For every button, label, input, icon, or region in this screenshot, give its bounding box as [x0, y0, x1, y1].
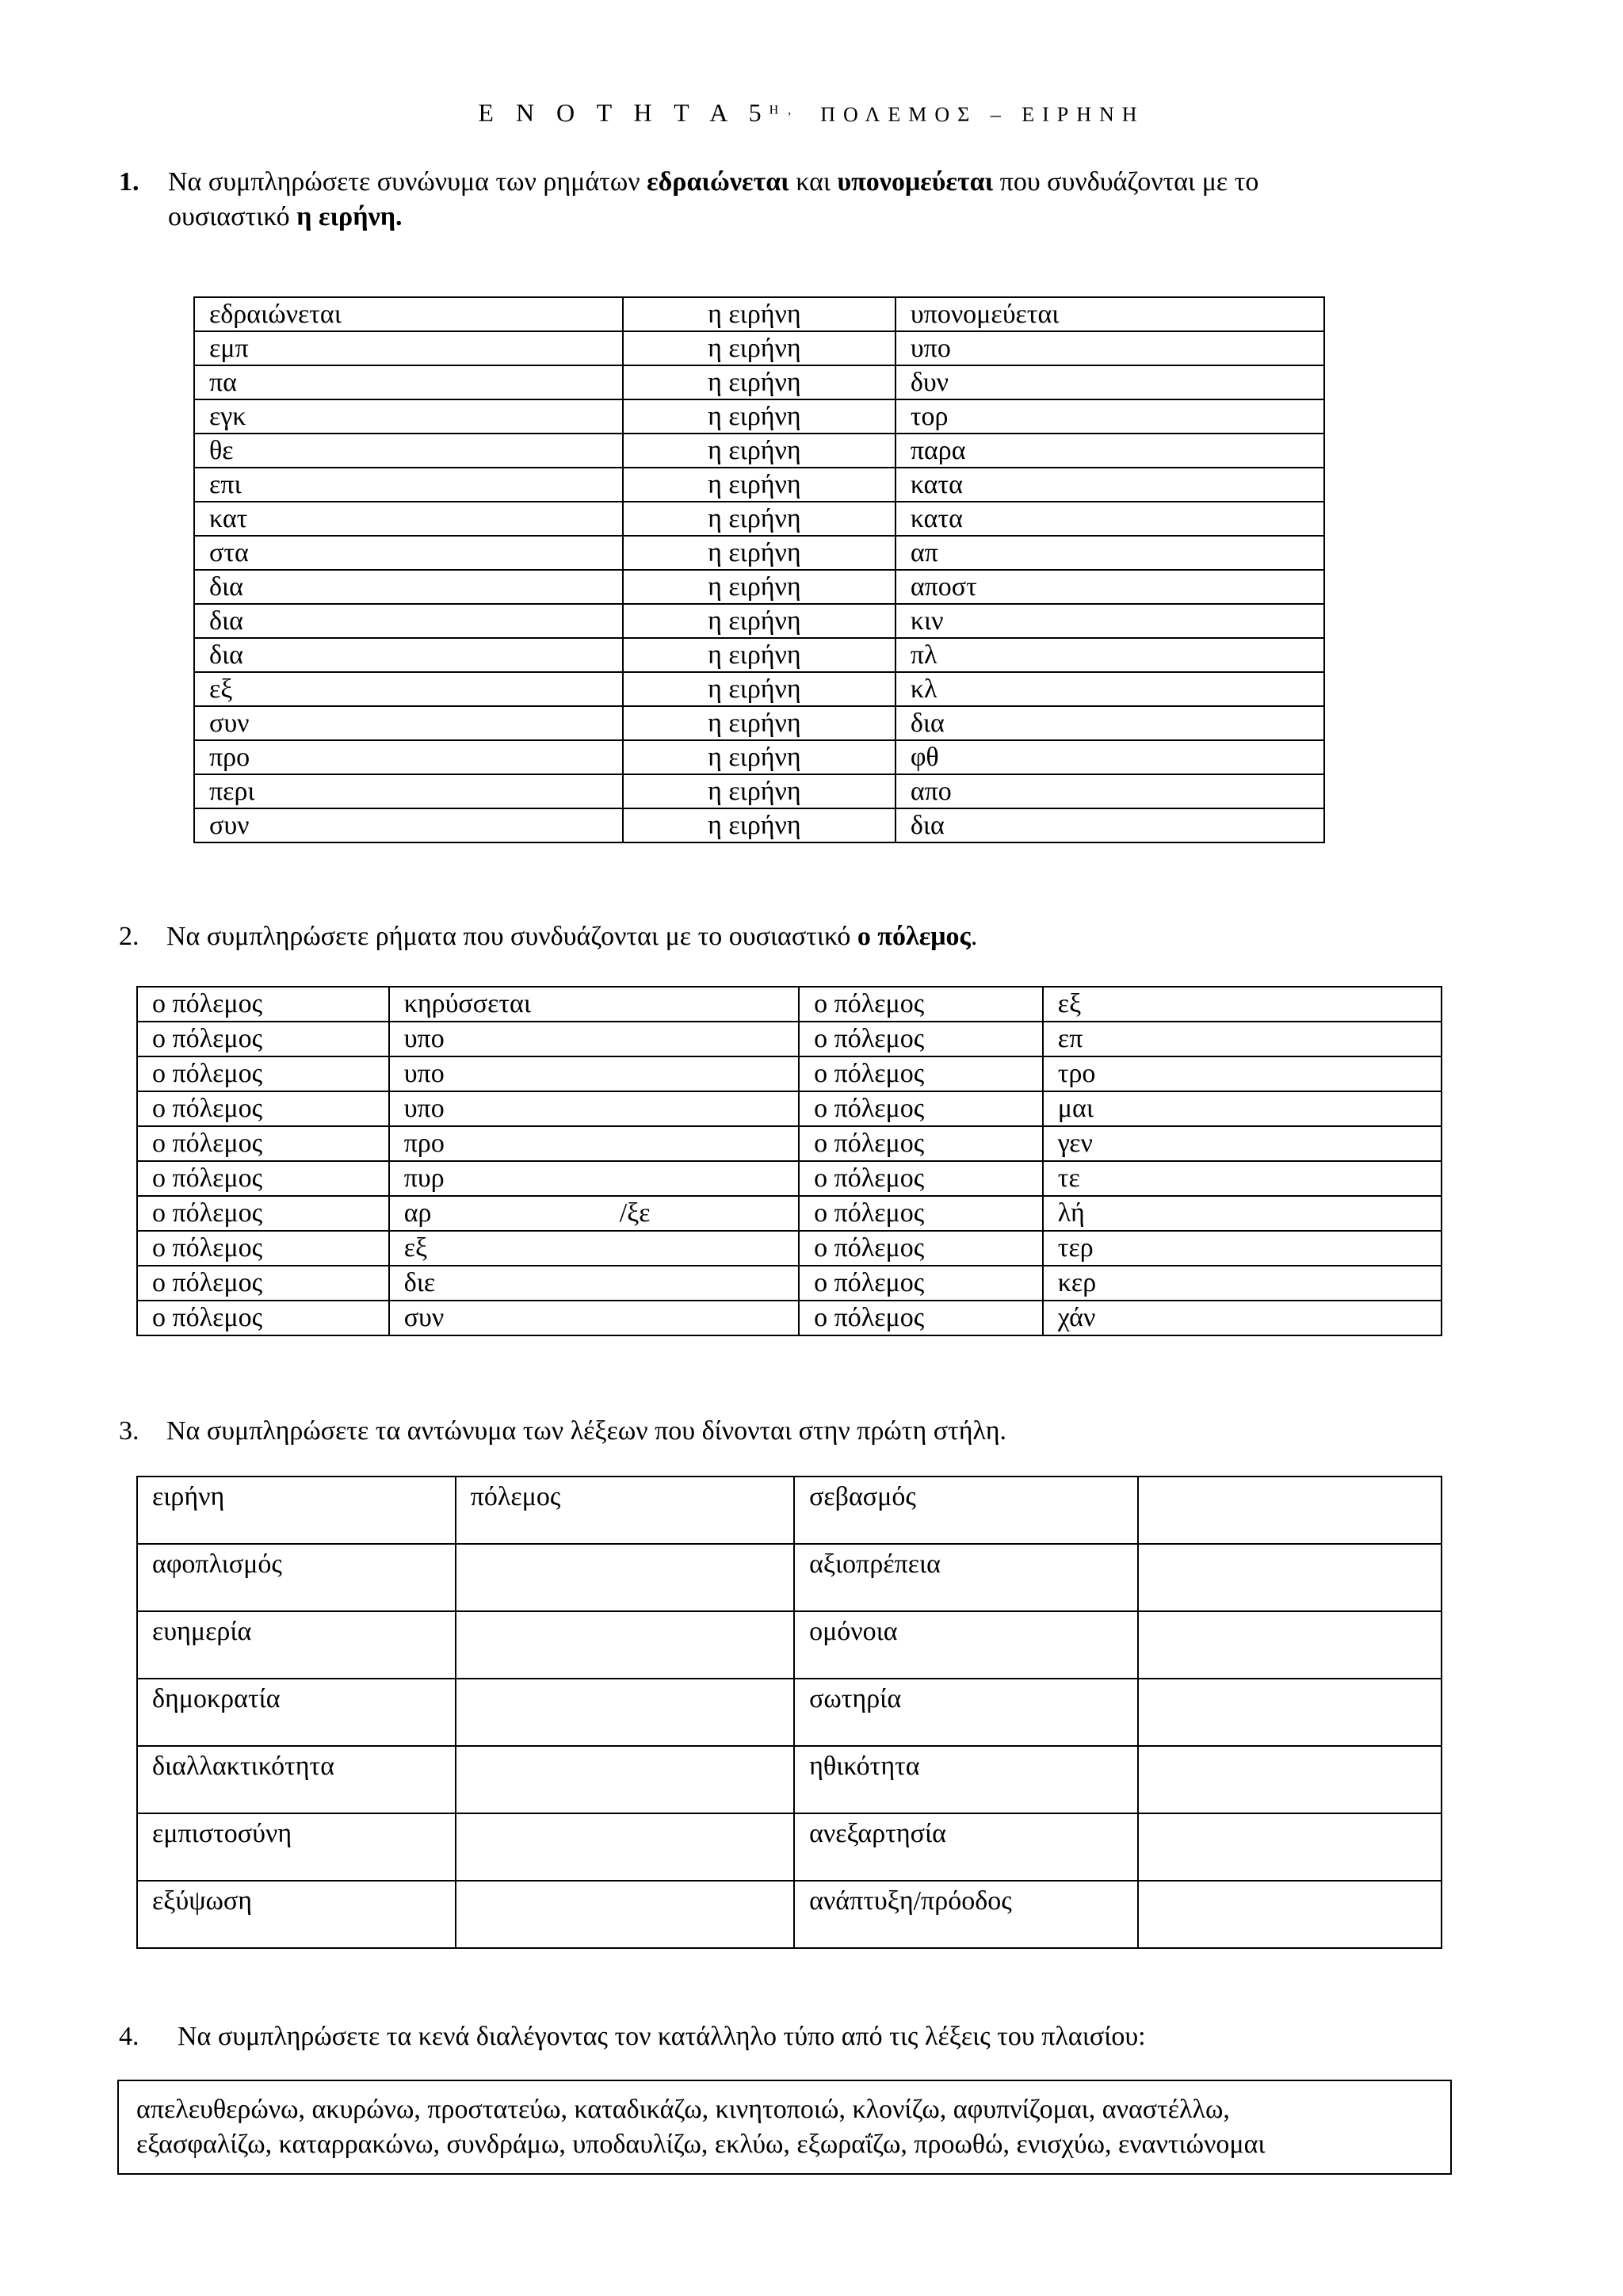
synonyms-table	[193, 296, 1325, 843]
noun-cell: ο πόλεμος	[137, 1161, 389, 1196]
noun-cell: ο πόλεμος	[137, 987, 389, 1022]
verb-stem: κηρύσσεται	[403, 989, 531, 1018]
word-box-line: εξασφαλίζω, καταρρακώνω, συνδράμω, υποδαυλίζω, εκλύω, εξωραΐζω, προωθώ, ενισχύω, εναντιώνομαι	[136, 2130, 1266, 2159]
noun-cell: ο πόλεμος	[137, 1266, 389, 1301]
verb-cell	[389, 1091, 799, 1126]
synonym-cell-right: πλ	[896, 638, 1324, 672]
table-row	[194, 774, 1324, 808]
word-cell: ευημερία	[137, 1611, 456, 1679]
noun-cell: ο πόλεμος	[799, 987, 1043, 1022]
verb-cell	[389, 987, 799, 1022]
antonym-cell	[456, 1544, 794, 1611]
noun-cell: η ειρήνη	[623, 740, 896, 774]
keyword: ο πόλεμος	[857, 922, 971, 951]
table-row	[194, 706, 1324, 740]
noun-cell: η ειρήνη	[623, 638, 896, 672]
verb-cell	[389, 1266, 799, 1301]
noun-cell: ο πόλεμος	[137, 1056, 389, 1091]
noun-cell: η ειρήνη	[623, 570, 896, 604]
noun-cell: ο πόλεμος	[137, 1196, 389, 1231]
antonym-cell	[1138, 1611, 1442, 1679]
verb-stem: προ	[403, 1129, 445, 1158]
question-number: 1.	[119, 167, 139, 197]
noun-cell: ο πόλεμος	[799, 1056, 1043, 1091]
noun-cell: ο πόλεμος	[799, 1126, 1043, 1161]
antonym-cell	[1138, 1881, 1442, 1948]
noun-cell: ο πόλεμος	[799, 1022, 1043, 1056]
verb-cell: λή	[1043, 1196, 1442, 1231]
word-cell: ανάπτυξη/πρόοδος	[794, 1881, 1138, 1948]
question-text: και	[789, 167, 838, 197]
verb-stem: αρ	[403, 1198, 432, 1228]
verb-cell: εξ	[1043, 987, 1442, 1022]
table-row	[137, 1266, 1442, 1301]
noun-cell: η ειρήνη	[623, 297, 896, 331]
verb-stem: υπο	[403, 1094, 445, 1123]
table-row	[137, 1611, 1442, 1679]
table-row	[194, 502, 1324, 536]
antonym-cell	[456, 1813, 794, 1881]
noun-cell: ο πόλεμος	[799, 1196, 1043, 1231]
synonym-cell-right: δια	[896, 808, 1324, 842]
verbs-table	[136, 986, 1442, 1336]
table-row	[194, 399, 1324, 434]
synonym-cell-left: προ	[194, 740, 623, 774]
synonym-cell-right: αποστ	[896, 570, 1324, 604]
table-row	[194, 365, 1324, 399]
table-row	[194, 468, 1324, 502]
antonym-cell	[1138, 1679, 1442, 1746]
noun-cell: ο πόλεμος	[799, 1231, 1043, 1266]
synonym-cell-right: δυν	[896, 365, 1324, 399]
question-number: 4.	[119, 2022, 139, 2051]
synonym-cell-left: εξ	[194, 672, 623, 706]
noun-cell: η ειρήνη	[623, 399, 896, 434]
word-cell: σωτηρία	[794, 1679, 1138, 1746]
keyword: εδραιώνεται	[647, 167, 789, 197]
noun-cell: ο πόλεμος	[137, 1231, 389, 1266]
synonym-cell-right: τορ	[896, 399, 1324, 434]
word-cell: αφοπλισμός	[137, 1544, 456, 1611]
noun-cell: ο πόλεμος	[799, 1091, 1043, 1126]
noun-cell: η ειρήνη	[623, 706, 896, 740]
table-row	[137, 1231, 1442, 1266]
question-text: Να συμπληρώσετε τα αντώνυμα των λέξεων που δίνονται στην πρώτη στήλη.	[166, 1416, 1006, 1446]
question-text: ουσιαστικό	[168, 202, 297, 231]
table-row	[137, 1881, 1442, 1948]
synonym-cell-right: απ	[896, 536, 1324, 570]
synonym-cell-left: εμπ	[194, 331, 623, 365]
verb-stem: διε	[403, 1268, 436, 1297]
verb-stem-alt: /ξε	[619, 1198, 651, 1228]
synonym-cell-right: φθ	[896, 740, 1324, 774]
noun-cell: η ειρήνη	[623, 434, 896, 468]
question-text: που συνδυάζονται με το	[993, 167, 1259, 197]
table-row	[137, 1022, 1442, 1056]
synonym-cell-right: υπο	[896, 331, 1324, 365]
antonym-cell: πόλεμος	[456, 1477, 794, 1544]
table-row	[137, 1161, 1442, 1196]
word-cell: σεβασμός	[794, 1477, 1138, 1544]
question-text: .	[970, 922, 978, 951]
verb-cell: χάν	[1043, 1301, 1442, 1335]
table-row	[194, 604, 1324, 638]
question-3	[119, 1414, 1006, 1449]
antonym-cell	[456, 1746, 794, 1813]
verb-cell	[389, 1231, 799, 1266]
synonym-cell-right: απο	[896, 774, 1324, 808]
synonym-cell-left: δια	[194, 604, 623, 638]
table-row	[194, 808, 1324, 842]
noun-cell: η ειρήνη	[623, 808, 896, 842]
title-superscript: Η ,	[769, 103, 795, 117]
word-box	[117, 2080, 1452, 2175]
table-row	[137, 987, 1442, 1022]
keyword: υπονομεύεται	[837, 167, 994, 197]
question-number: 3.	[119, 1416, 139, 1446]
word-cell: δημοκρατία	[137, 1679, 456, 1746]
antonym-cell	[456, 1881, 794, 1948]
verb-cell	[389, 1126, 799, 1161]
noun-cell: ο πόλεμος	[799, 1301, 1043, 1335]
table-row	[194, 434, 1324, 468]
noun-cell: η ειρήνη	[623, 604, 896, 638]
noun-cell: ο πόλεμος	[137, 1091, 389, 1126]
table-row	[137, 1746, 1442, 1813]
noun-cell: ο πόλεμος	[137, 1301, 389, 1335]
synonym-cell-left: κατ	[194, 502, 623, 536]
title-suffix: ΠΟΛΕΜΟΣ – ΕΙΡΗΝΗ	[820, 103, 1145, 126]
noun-cell: ο πόλεμος	[137, 1126, 389, 1161]
verb-cell	[389, 1301, 799, 1335]
verb-cell: γεν	[1043, 1126, 1442, 1161]
synonym-cell-left: συν	[194, 706, 623, 740]
noun-cell: ο πόλεμος	[799, 1266, 1043, 1301]
verb-stem: υπο	[403, 1024, 445, 1053]
table-row	[194, 331, 1324, 365]
table-row	[194, 638, 1324, 672]
noun-cell: η ειρήνη	[623, 774, 896, 808]
synonym-cell-right: κλ	[896, 672, 1324, 706]
noun-cell: ο πόλεμος	[799, 1161, 1043, 1196]
synonym-cell-left: δια	[194, 570, 623, 604]
word-cell: εμπιστοσύνη	[137, 1813, 456, 1881]
word-cell: ανεξαρτησία	[794, 1813, 1138, 1881]
verb-cell	[389, 1022, 799, 1056]
table-row	[137, 1056, 1442, 1091]
table-row	[137, 1477, 1442, 1544]
synonym-cell-right: κιν	[896, 604, 1324, 638]
verb-cell	[389, 1161, 799, 1196]
noun-cell: η ειρήνη	[623, 502, 896, 536]
table-row	[137, 1091, 1442, 1126]
noun-cell: ο πόλεμος	[137, 1022, 389, 1056]
antonym-cell	[456, 1679, 794, 1746]
synonym-cell-left: εδραιώνεται	[194, 297, 623, 331]
antonym-cell	[1138, 1544, 1442, 1611]
noun-cell: η ειρήνη	[623, 672, 896, 706]
table-row	[137, 1813, 1442, 1881]
noun-cell: η ειρήνη	[623, 468, 896, 502]
synonym-cell-right: υπονομεύεται	[896, 297, 1324, 331]
synonym-cell-left: περι	[194, 774, 623, 808]
table-row	[137, 1126, 1442, 1161]
verb-stem: πυρ	[403, 1163, 445, 1193]
synonym-cell-left: στα	[194, 536, 623, 570]
synonym-cell-right: κατα	[896, 468, 1324, 502]
table-row	[194, 536, 1324, 570]
word-box-line: απελευθερώνω, ακυρώνω, προστατεύω, καταδικάζω, κινητοποιώ, κλονίζω, αφυπνίζομαι, αναστέλλω,	[136, 2095, 1230, 2124]
noun-cell: η ειρήνη	[623, 331, 896, 365]
question-number: 2.	[119, 922, 139, 951]
keyword: η ειρήνη.	[296, 202, 403, 231]
antonym-cell	[456, 1611, 794, 1679]
title-prefix: Ε Ν Ο Τ Η Τ Α 5	[478, 98, 769, 127]
word-cell: ομόνοια	[794, 1611, 1138, 1679]
word-cell: αξιοπρέπεια	[794, 1544, 1138, 1611]
verb-cell: τρο	[1043, 1056, 1442, 1091]
synonym-cell-right: δια	[896, 706, 1324, 740]
antonyms-table	[136, 1476, 1442, 1949]
word-cell: ηθικότητα	[794, 1746, 1138, 1813]
question-text: Να συμπληρώσετε ρήματα που συνδυάζονται με το ουσιαστικό	[166, 922, 857, 951]
table-row	[137, 1679, 1442, 1746]
table-row	[194, 740, 1324, 774]
question-text: Να συμπληρώσετε συνώνυμα των ρημάτων	[168, 167, 647, 197]
verb-cell: τερ	[1043, 1231, 1442, 1266]
antonym-cell	[1138, 1746, 1442, 1813]
word-cell: ειρήνη	[137, 1477, 456, 1544]
table-row	[194, 672, 1324, 706]
verb-cell	[389, 1056, 799, 1091]
noun-cell: η ειρήνη	[623, 536, 896, 570]
verb-cell: κερ	[1043, 1266, 1442, 1301]
antonym-cell	[1138, 1813, 1442, 1881]
table-row	[137, 1196, 1442, 1231]
verb-cell: επ	[1043, 1022, 1442, 1056]
question-text: Να συμπληρώσετε τα κενά διαλέγοντας τον κατάλληλο τύπο από τις λέξεις του πλαισίου:	[178, 2022, 1146, 2051]
question-4	[119, 2019, 1146, 2054]
verb-cell: μαι	[1043, 1091, 1442, 1126]
table-row	[194, 297, 1324, 331]
verb-stem: υπο	[403, 1059, 445, 1088]
table-row	[194, 570, 1324, 604]
noun-cell: η ειρήνη	[623, 365, 896, 399]
page-title	[0, 98, 1623, 128]
word-cell: εξύψωση	[137, 1881, 456, 1948]
synonym-cell-left: δια	[194, 638, 623, 672]
synonym-cell-left: πα	[194, 365, 623, 399]
synonym-cell-left: συν	[194, 808, 623, 842]
question-1	[119, 165, 1434, 235]
verb-stem: εξ	[403, 1233, 428, 1263]
verb-cell	[389, 1196, 799, 1231]
question-2	[119, 919, 977, 954]
synonym-cell-right: κατα	[896, 502, 1324, 536]
synonym-cell-left: θε	[194, 434, 623, 468]
synonym-cell-right: παρα	[896, 434, 1324, 468]
table-row	[137, 1301, 1442, 1335]
antonym-cell	[1138, 1477, 1442, 1544]
synonym-cell-left: εγκ	[194, 399, 623, 434]
synonym-cell-left: επι	[194, 468, 623, 502]
word-cell: διαλλακτικότητα	[137, 1746, 456, 1813]
verb-cell: τε	[1043, 1161, 1442, 1196]
table-row	[137, 1544, 1442, 1611]
verb-stem: συν	[403, 1303, 445, 1332]
